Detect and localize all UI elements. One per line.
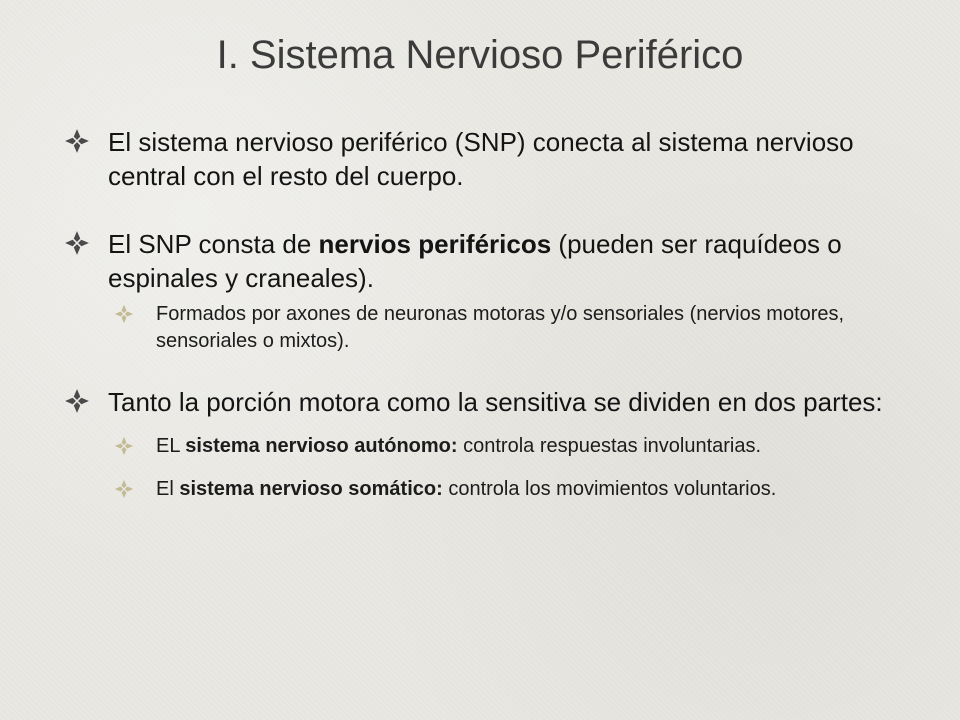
diamond-bullet-icon	[64, 230, 90, 256]
sub-list	[64, 433, 924, 503]
diamond-bullet-icon	[114, 436, 134, 456]
sub-bullet-text: Formados por axones de neuronas motoras y/o sensoriales (nervios motores, sensoriales o mixtos).	[156, 303, 845, 352]
diamond-bullet-icon	[64, 388, 90, 414]
bullet-text: El sistema nervioso periférico (SNP) conecta al sistema nervioso central con el resto del cuerpo.	[108, 127, 854, 191]
sub-bullet-text-after: controla respuestas involuntarias.	[457, 435, 762, 457]
sub-bullet-text-after: controla los movimientos voluntarios.	[442, 478, 777, 500]
sub-bullet-text-before: EL	[156, 435, 186, 457]
slide-title: I. Sistema Nervioso Periférico	[216, 33, 744, 77]
sub-bullet-item	[114, 301, 924, 355]
sub-bullet-text-before: El	[156, 478, 180, 500]
sub-list	[64, 301, 924, 355]
diamond-bullet-icon	[114, 304, 134, 324]
bullet-text-after: (pueden ser raquídeos o espinales y craneales).	[108, 229, 842, 293]
bullet-item	[64, 385, 924, 503]
diamond-bullet-icon	[114, 479, 134, 499]
sub-bullet-text-bold: sistema nervioso somático:	[179, 478, 443, 500]
sub-bullet-text-bold: sistema nervioso autónomo:	[185, 435, 458, 457]
bullet-text-before: El SNP consta de	[108, 229, 319, 259]
bullet-text: Tanto la porción motora como la sensitiva se dividen en dos partes:	[108, 387, 883, 417]
bullet-text-bold: nervios periféricos	[318, 229, 552, 259]
diamond-bullet-icon	[64, 128, 90, 154]
slide-content	[64, 125, 924, 503]
bullet-item	[64, 125, 924, 193]
bullet-item	[64, 227, 924, 355]
sub-bullet-item	[114, 433, 924, 460]
sub-bullet-item	[114, 476, 924, 503]
